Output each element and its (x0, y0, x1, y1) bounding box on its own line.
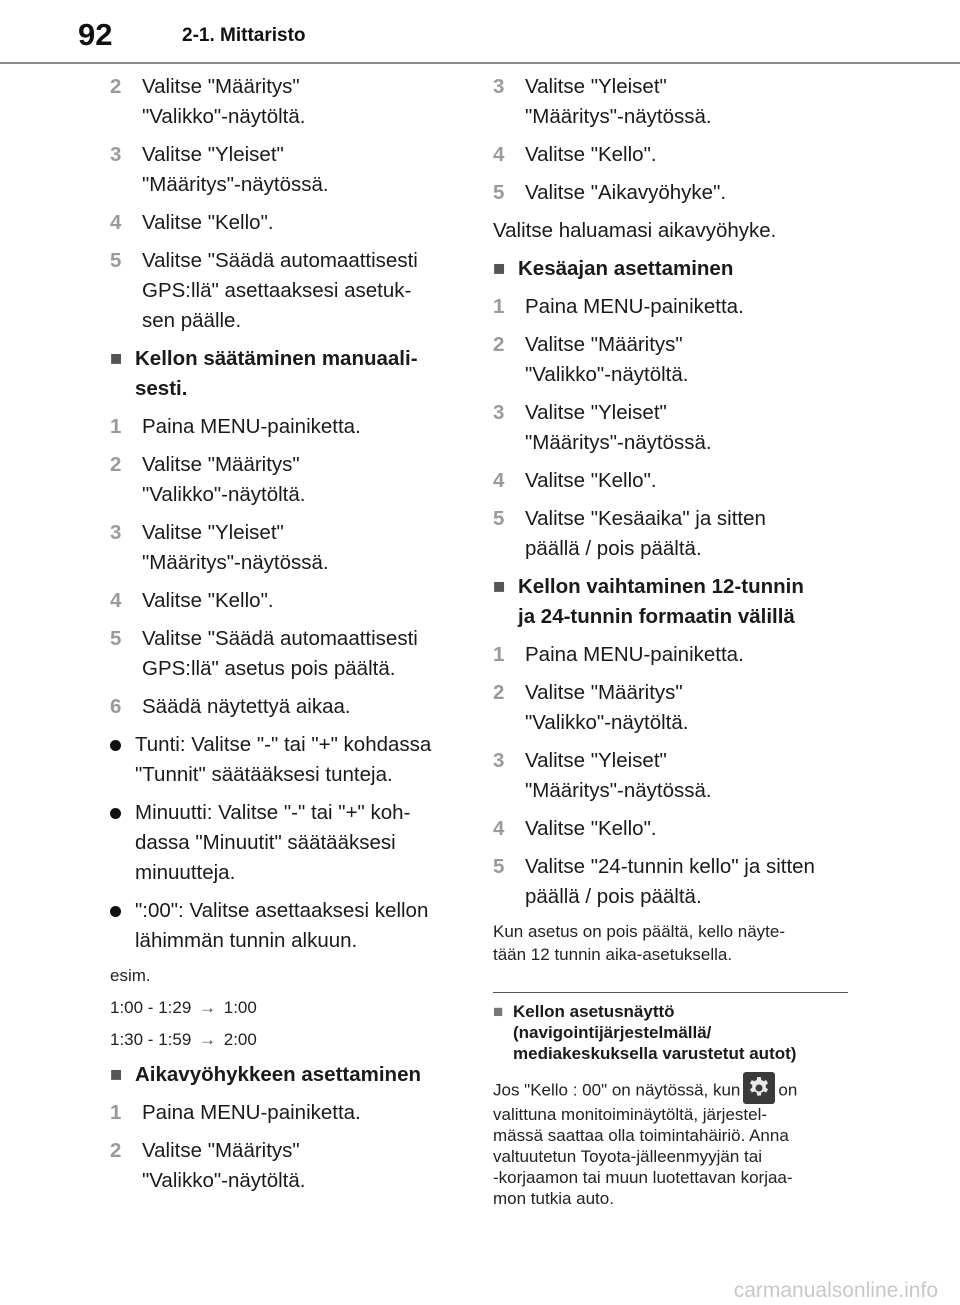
bullet-text: Tunti: Valitse "-" tai "+" kohdassa (135, 733, 432, 756)
example-row (110, 996, 455, 1019)
small-note (493, 920, 848, 966)
step-item (110, 450, 455, 510)
step-text: Paina MENU-painiketta. (525, 295, 744, 318)
step-text: GPS:llä" asettaaksesi asetuk- (142, 279, 412, 302)
note-heading-line: mediakeskuksella varustetut autot) (513, 1044, 797, 1063)
arrow-right-icon: → (199, 1030, 217, 1049)
step-item (110, 624, 455, 684)
right-column (493, 72, 848, 1209)
step-text: Valitse "Säädä automaattisesti (142, 249, 418, 272)
step-number: 5 (493, 855, 505, 878)
step-text: "Määritys"-näytössä. (525, 431, 712, 454)
step-text: Valitse "Säädä automaattisesti (142, 627, 418, 650)
square-bullet-icon: ■ (493, 1002, 504, 1021)
step-item (493, 852, 848, 912)
paragraph-timezone: Valitse haluamasi aikavyöhyke. (493, 219, 777, 242)
step-number: 4 (493, 469, 505, 492)
note-divider (493, 992, 848, 993)
step-text: "Määritys"-näytössä. (525, 105, 712, 128)
step-text: Valitse "Kello". (525, 143, 657, 166)
step-number: 2 (110, 1139, 122, 1162)
step-item (110, 72, 455, 132)
note-text: Jos "Kello : 00" on näytössä, kun (493, 1080, 741, 1100)
step-item (493, 504, 848, 564)
bullet-dot-icon (110, 906, 121, 917)
step-text: "Valikko"-näytöltä. (142, 105, 306, 128)
step-text: Valitse "Määritys" (142, 453, 300, 476)
step-item (493, 140, 848, 170)
note-heading (493, 1001, 848, 1064)
step-text: Valitse "Määritys" (525, 333, 683, 356)
heading-text: Kellon säätäminen manuaali- (135, 347, 418, 370)
square-bullet-icon: ■ (110, 1063, 123, 1086)
example-to: 1:00 (223, 998, 257, 1017)
step-item (110, 1098, 455, 1128)
note-line: mon tutkia auto. (493, 1189, 614, 1208)
step-text: GPS:llä" asetus pois päältä. (142, 657, 396, 680)
step-text: "Määritys"-näytössä. (525, 779, 712, 802)
note-line: valtuutetun Toyota-jälleenmyyjän tai (493, 1147, 763, 1166)
step-text: "Määritys"-näytössä. (142, 551, 329, 574)
heading-text: sesti. (135, 377, 188, 400)
step-item (493, 466, 848, 496)
step-number: 4 (493, 143, 505, 166)
heading-text: Kellon vaihtaminen 12-tunnin (518, 575, 804, 598)
step-text: päällä / pois päältä. (525, 537, 702, 560)
step-item (110, 246, 455, 336)
step-number: 1 (110, 1101, 122, 1124)
step-number: 3 (493, 401, 505, 424)
bullet-dot-icon (110, 808, 121, 819)
step-item (493, 72, 848, 132)
bullet-text: lähimmän tunnin alkuun. (135, 929, 358, 952)
step-number: 5 (110, 249, 122, 272)
step-text: Valitse "Määritys" (142, 75, 300, 98)
step-text: Valitse "Kello". (525, 469, 657, 492)
note-line: mässä saattaa olla toimintahäiriö. Anna (493, 1126, 789, 1145)
step-text: "Valikko"-näytöltä. (142, 1169, 306, 1192)
example-from: 1:00 - 1:29 (110, 998, 192, 1017)
note-heading-line: (navigointijärjestelmällä/ (513, 1023, 712, 1042)
example-row (110, 1028, 455, 1051)
step-item (110, 586, 455, 616)
step-item (110, 140, 455, 200)
note-line-with-icon (493, 1078, 848, 1104)
step-number: 5 (493, 181, 505, 204)
step-text: Valitse "Kello". (142, 211, 274, 234)
step-text: Valitse "Yleiset" (142, 143, 284, 166)
step-number: 6 (110, 695, 122, 718)
heading-text: ja 24-tunnin formaatin välillä (518, 605, 795, 628)
step-number: 4 (493, 817, 505, 840)
step-item (110, 692, 455, 722)
section-heading-timezone (110, 1060, 455, 1090)
step-number: 4 (110, 589, 122, 612)
step-text: päällä / pois päältä. (525, 885, 702, 908)
step-item (493, 178, 848, 208)
step-text: "Valikko"-näytöltä. (142, 483, 306, 506)
step-text: Valitse "Yleiset" (142, 521, 284, 544)
step-item (110, 208, 455, 238)
example-from: 1:30 - 1:59 (110, 1030, 192, 1049)
bullet-item (110, 730, 455, 790)
bullet-text: ":00": Valitse asettaaksesi kellon (135, 899, 429, 922)
step-text: Valitse "Kello". (142, 589, 274, 612)
section-heading-manual (110, 344, 455, 404)
example-label: esim. (110, 966, 151, 985)
bullet-text: dassa "Minuutit" säätääksesi (135, 831, 396, 854)
square-bullet-icon: ■ (110, 347, 123, 370)
step-text: Valitse "Määritys" (142, 1139, 300, 1162)
step-item (493, 330, 848, 390)
heading-text: Aikavyöhykkeen asettaminen (135, 1063, 421, 1086)
note-body (493, 1078, 848, 1209)
step-text: Valitse "Aikavyöhyke". (525, 181, 727, 204)
step-number: 2 (493, 681, 505, 704)
step-number: 3 (110, 521, 122, 544)
step-text: Valitse "Yleiset" (525, 749, 667, 772)
step-text: "Määritys"-näytössä. (142, 173, 329, 196)
bullet-item (110, 798, 455, 888)
step-text: Säädä näytettyä aikaa. (142, 695, 351, 718)
note-line: Kun asetus on pois päältä, kello näyte- (493, 922, 786, 941)
heading-text: Kesäajan asettaminen (518, 257, 734, 280)
step-item (493, 640, 848, 670)
watermark-text: carmanualsonline.info (733, 1279, 938, 1302)
bullet-dot-icon (110, 740, 121, 751)
step-number: 5 (110, 627, 122, 650)
page-number: 92 (78, 17, 113, 52)
step-text: Paina MENU-painiketta. (142, 1101, 361, 1124)
step-number: 2 (110, 75, 122, 98)
page-header (0, 0, 960, 62)
step-item (493, 292, 848, 322)
step-number: 1 (493, 295, 505, 318)
square-bullet-icon: ■ (493, 575, 506, 598)
step-text: sen päälle. (142, 309, 242, 332)
step-item (493, 814, 848, 844)
step-number: 3 (493, 75, 505, 98)
step-text: Valitse "Yleiset" (525, 75, 667, 98)
bullet-text: minuutteja. (135, 861, 236, 884)
section-heading-dst (493, 254, 848, 284)
step-text: "Valikko"-näytöltä. (525, 363, 689, 386)
step-text: Paina MENU-painiketta. (142, 415, 361, 438)
note-line: valittuna monitoiminäytöltä, järjestel- (493, 1105, 768, 1124)
note-line: tään 12 tunnin aika-asetuksella. (493, 945, 733, 964)
step-text: Valitse "Kello". (525, 817, 657, 840)
step-number: 3 (110, 143, 122, 166)
note-line: -korjaamon tai muun luotettavan korjaa- (493, 1168, 793, 1187)
step-number: 4 (110, 211, 122, 234)
step-text: Valitse "Yleiset" (525, 401, 667, 424)
step-item (493, 398, 848, 458)
step-text: Paina MENU-painiketta. (525, 643, 744, 666)
bullet-item (110, 896, 455, 956)
step-text: Valitse "Määritys" (525, 681, 683, 704)
step-text: Valitse "24-tunnin kello" ja sitten (525, 855, 815, 878)
section-heading-format (493, 572, 848, 632)
note-text: on (778, 1080, 798, 1100)
step-item (493, 678, 848, 738)
step-number: 5 (493, 507, 505, 530)
settings-gear-icon (743, 1072, 775, 1104)
step-number: 2 (110, 453, 122, 476)
chapter-title: 2-1. Mittaristo (182, 25, 306, 46)
bullet-text: "Tunnit" säätääksesi tunteja. (135, 763, 393, 786)
arrow-right-icon: → (199, 998, 217, 1017)
step-number: 1 (493, 643, 505, 666)
header-divider (0, 62, 960, 64)
step-item (493, 746, 848, 806)
step-number: 1 (110, 415, 122, 438)
step-item (110, 412, 455, 442)
step-item (110, 1136, 455, 1196)
left-column (110, 72, 455, 1204)
square-bullet-icon: ■ (493, 257, 506, 280)
step-item (110, 518, 455, 578)
note-heading-line: Kellon asetusnäyttö (513, 1002, 675, 1021)
step-number: 2 (493, 333, 505, 356)
step-text: Valitse "Kesäaika" ja sitten (525, 507, 766, 530)
step-text: "Valikko"-näytöltä. (525, 711, 689, 734)
bullet-text: Minuutti: Valitse "-" tai "+" koh- (135, 801, 411, 824)
example-to: 2:00 (223, 1030, 257, 1049)
step-number: 3 (493, 749, 505, 772)
